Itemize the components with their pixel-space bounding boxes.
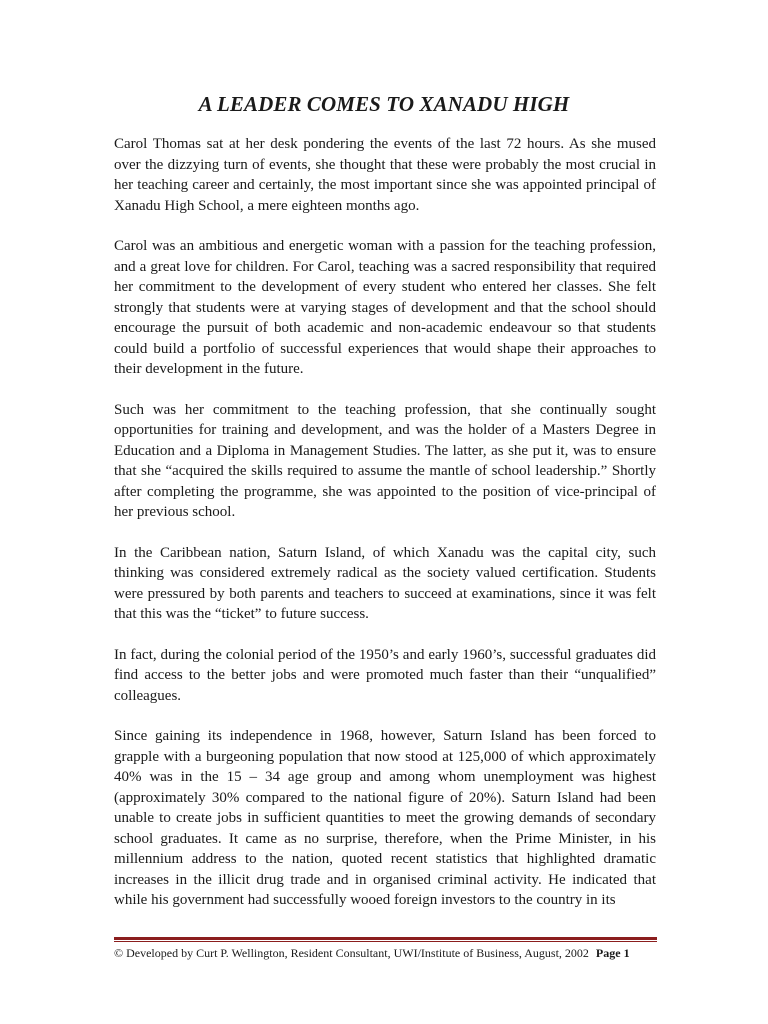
paragraph-2: Carol was an ambitious and energetic woman with a passion for the teaching profession, and a great love for children. For Carol, teaching was a sacred responsibility that required her commitment to the development of every student who entered her classes. She felt strongly that students were at varying stages of development and that the school should encourage the pursuit of both academic and non-academic endeavour so that students could build a portfolio of successful experiences that would shape their approaches to their development in the future.: [114, 238, 656, 377]
document-title: A LEADER COMES TO XANADU HIGH: [198, 92, 570, 116]
document-body: [114, 134, 656, 931]
page-footer: [114, 946, 657, 961]
footer-divider-thin: [114, 941, 657, 942]
paragraph-5: In fact, during the colonial period of the 1950’s and early 1960’s, successful graduates did find access to the better jobs and were promoted much faster than their “unqualified” colleagues.: [114, 646, 656, 704]
paragraph-6: Since gaining its independence in 1968, however, Saturn Island has been forced to grapple with a burgeoning population that now stood at 125,000 of which approximately 40% was in the 15 – 34 age group and among whom unemployment was highest (approximately 30% compared to the national figure of 20%). Saturn Island had been unable to create jobs in sufficient quantities to meet the growing demands of secondary school graduates. It came as no surprise, therefore, when the Prime Minister, in his millennium address to the nation, quoted recent statistics that highlighted dramatic increases in the illicit drug trade and in organised criminal activity. He indicated that while his government had successfully wooed foreign investors to the country in its: [114, 728, 656, 908]
paragraph-1: Carol Thomas sat at her desk pondering the events of the last 72 hours. As she mused over the dizzying turn of events, she thought that these were probably the most crucial in her teaching career and certainly, the most important since she was appointed principal of Xanadu High School, a mere eighteen months ago.: [114, 136, 656, 214]
paragraph-3: Such was her commitment to the teaching profession, that she continually sought opportunities for training and development, and was the holder of a Masters Degree in Education and a Diploma in Management Studies. The latter, as she put it, was to ensure that she “acquired the skills required to assume the mantle of school leadership.” Shortly after completing the programme, she was appointed to the position of vice-principal of her previous school.: [114, 401, 656, 520]
footer-divider-thick: [114, 937, 657, 940]
paragraph-4: In the Caribbean nation, Saturn Island, of which Xanadu was the capital city, such thinking was considered extremely radical as the society valued certification. Students were pressured by both parents and teachers to succeed at examinations, since it was felt that this was the “ticket” to future success.: [114, 544, 656, 622]
page-number: Page 1: [595, 946, 630, 960]
footer-credit: © Developed by Curt P. Wellington, Resident Consultant, UWI/Institute of Business, August, 2002: [114, 946, 589, 960]
